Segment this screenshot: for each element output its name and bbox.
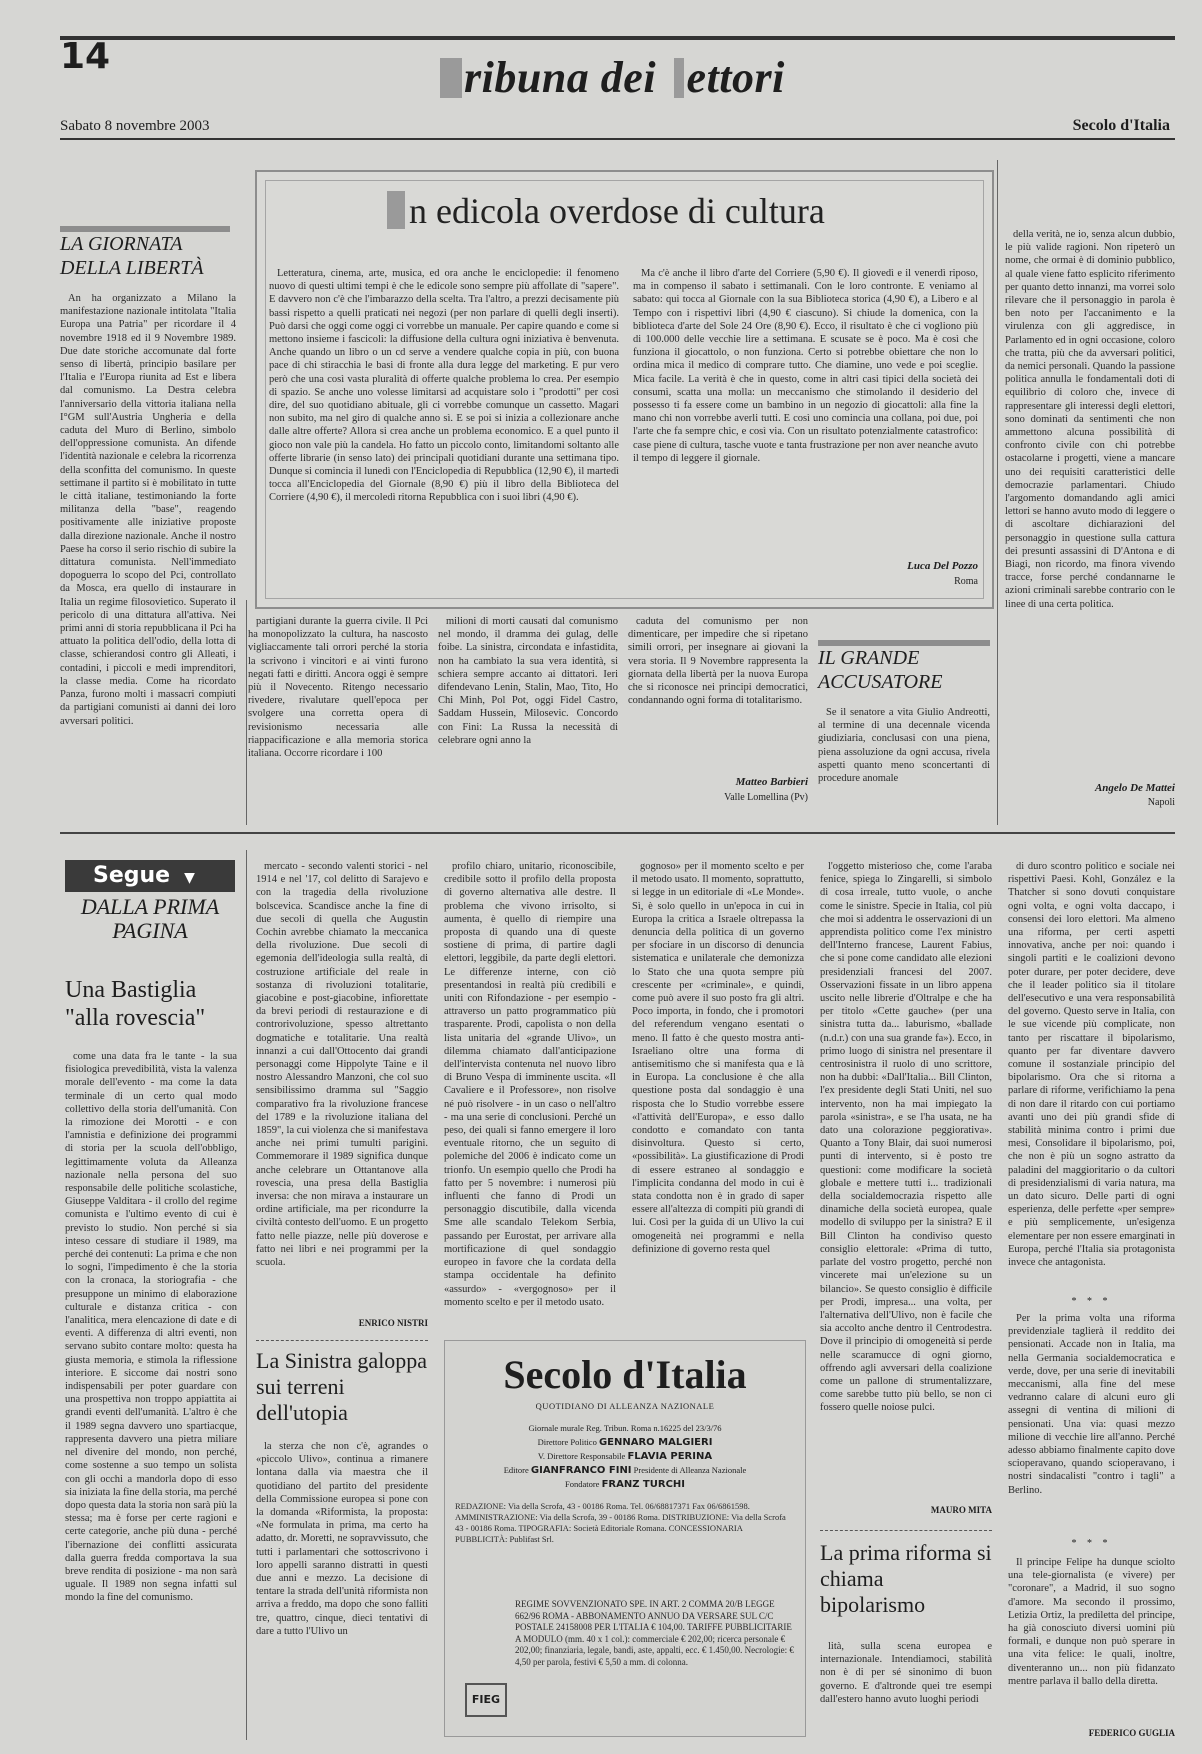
featured-text-2: Ma c'è anche il libro d'arte del Corriere (5,90 €). Il giovedì e il venerdì riposo, ma in compenso il sabato i settimanali. Con le loro contronte. E veniamo al sabato: qui tocca al Giornale con la sua Biblioteca storica (4,90 €), a Libero e al Tempo con i rispettivi libri (4,90 € ciascuno). Si chiude la domenica, con la biblioteca d'arte del Sole 24 Ore (8,90 €). Ecco, il risultato è che ci vogliono più di 100.000 delle vecchie lire a settimana. E scusate se è poco. Ma è così che funziona il giocattolo, o non funziona. Certo si potrebbe obiettare che non lo ordina mica il medico di comprare tutto. Che diamine, uno vede e poi sceglie. Mica facile. La verità è che in questo, come in altri casi tipici della società dei consumi, scatta una molla: un meccanismo che stimolando il desiderio del possesso ti fa essere come un bambino in un negozio di giocattoli: alla fine la mano chi non vorrebbe averli tutti. E così uno comincia una collana, poi due, poi l'arte che fa sempre chic, e così via. Con un risultato potenzialmente catastrofico: case piene di cultura, tasche vuote e tanta frustrazione per non aver neanche avuto il tempo di leggere il giornale. bbox=[633, 268, 978, 464]
title-part-a: ribuna dei bbox=[464, 53, 668, 102]
issue-date: Sabato 8 novembre 2003 bbox=[60, 118, 210, 134]
top-rule bbox=[60, 36, 1175, 40]
paper-name: Secolo d'Italia bbox=[1072, 117, 1170, 134]
column-rule bbox=[246, 850, 247, 1740]
mid-place: Valle Lomellina (Pv) bbox=[724, 792, 808, 803]
founder-name: FRANZ TURCHI bbox=[601, 1479, 686, 1490]
mid-col-2 bbox=[438, 615, 618, 820]
grande-accusatore-kicker: IL GRANDE ACCUSATORE bbox=[818, 647, 943, 693]
riforma-text: lità, sulla scena europea e internazionale. Intendiamoci, stabilità non è di per sé sinonimo di buon governo. E d'altronde quei tre esempi dall'estero hanno avuto luoghi periodi bbox=[820, 1641, 992, 1705]
column-rule bbox=[997, 160, 998, 825]
director-label: Direttore Politico bbox=[537, 1437, 597, 1447]
featured-text-1: Letteratura, cinema, arte, musica, ed ora anche le enciclopedie: il fenomeno nuovo di questi ultimi tempi è che le edicole sono sempre più affollate di "sapere". E davvero non c'è che l'imbarazzo della scelta. Tra l'altro, a prezzi decisamente più bassi rispetto a quelli praticati nei negozi (per non parlare di quelli degli inserti). Può darsi che oggi come oggi ci vorrebbe un manuale. Per capire quando e come si mettono insieme i fascicoli: la diffusione della cultura ogni iniziativa è benvenuta. Anche quando un libro o un cd serve a vendere qualche copia in più, con buona pace di chi stiracchia le basi di fronte alla dura legge del marketing. E pur vero però che una così vasta pluralità di offerte qualche problema lo crea. Per esempio di spazio. Se anche uno volesse limitarsi ad acquistare solo i "prodotti" per così dire, del suo quotidiano abituale, gli ci vorrebbe comunque un cassetto. Magari non subito, ma nel giro di qualche anno sì. E se poi si inizia a collezionare anche dalle altre offerte? Allora si crea anche un problema economico. E a quel punto il gioco non vale più la candela. Ho fatto un piccolo conto, limitandomi soltanto alle offerte librarie (in senso lato) dei principali quotidiani durante una settimana tipo. Dunque si comincia il lunedì con l'Enciclopedia di Repubblica (12,90 €), il martedì tocca all'Enciclopedia del Giornale (8,90 €) più il libro della Biblioteca del Corriere (4,90 €), il mercoledì ritorna Repubblica con i suoi libri (4,90 €). bbox=[269, 268, 619, 504]
featured-col-2 bbox=[633, 267, 978, 542]
lower-text-2: mercato - secondo valenti storici - nel 1914 e nel '17, col delitto di Sarajevo e con la tragedia della rivoluzione bolscevica. Scandisce anche la fine di due secoli di quella che Augustin Cochin avrebbe chiamato la meccanica della rivoluzione. Due secoli di egemonia dell'ideologia sulla realtà, di costruzione artificiale del reale in sostanza di rivoluzioni totalitarie, giacobine e post-giacobine, infiorettate da brevi periodi di restaurazione e di controrivoluzione, spesso altrettanto dogmatiche e totalitarie. Una realtà innanzi a cui dall'Ottocento dai grandi personaggi come Hippolyte Taine e il nostro Alessandro Manzoni, che col suo sensibilissimo dramma sul "Saggio comparativo fra la rivoluzione francese del 1789 e la rivoluzione italiana del 1859", la cui violenza che si manifestava anche nei primi tumulti parigini. Commemorare il 1989 significa dunque anche celebrare un Ottantanove alla rovescia, una presa della Bastiglia inversa: che non mirava a instaurare un ordine artificiale, ma per ricondurre la civiltà contesto dell'uomo. E un progetto fatto nelle piazze, nelle più doverose e fatto nei libri e nei programmi per la scuola. bbox=[256, 861, 428, 1269]
title-dropcap bbox=[387, 191, 405, 229]
article-kicker: LA GIORNATA DELLA LIBERTÀ bbox=[60, 233, 204, 279]
lower-col-6c bbox=[1008, 1556, 1175, 1726]
vice-name: FLAVIA PERINA bbox=[627, 1451, 713, 1462]
masthead-editor-line bbox=[455, 1465, 795, 1476]
mid-col-4 bbox=[818, 706, 990, 816]
dashed-rule bbox=[256, 1340, 428, 1342]
right-article-signature: Angelo De Mattei bbox=[1094, 782, 1175, 794]
lower-text-6b: Per la prima volta una riforma previdenziale taglierà il reddito dei pensionati. Accade non in Italia, ma nella Germania socialdemocratica e verde, dove, per una serie di inevitabili meccanismi, alla fine del mese vedranno calare di alcuni euro gli assegni di ventina di milioni di pensionati. Una via: quasi mezzo milione di vecchie lire all'anno. Perché adesso abbiamo finalmente capito dove scioperavano, quando scioperavano, i nostri sindacalisti "contro i tagli" a Berlino. bbox=[1008, 1313, 1175, 1496]
lower-text-5: l'oggetto misterioso che, come l'araba fenice, spiega lo Zingarelli, si simbolo di cosa irreale, tutto vuole, o anche come le sinistre. Specie in Italia, col più che moi si addentra le osservazioni di un apprendista politico come l'ex ministro dell'Interno francese, Laurent Fabius, che si pone come candidato alle elezioni presidenziali francesi del 2007. Osservazioni fissate in un libro appena uscito nelle librerie d'Oltralpe e che ha per titolo «Cette gauche» (per una sinistra tutta da... laburismo, «ballade (n.d.r.) con una sua grande fa»). Ecco, in primo luogo di sinistra nel presentare il centrosinistra il ruolo di uno scrittore, non ha dubbi: «Dall'Italia... Bill Clinton, l'ex presidente degli Stati Uniti, nel suo intervento, non ha mai impiegato la parola «sinistra», e se l'ha usata, ne ha dato una colorazione peggiorativa». Quanto a Tony Blair, dai suoi numerosi punti di intervento, si è posto tre questioni: come modificare la società globale e mettere tutti i... tradizionali della socialdemocrazia rispetto alle dinamiche della società europea, quale modello di sviluppo per la sinistra? E il Bill Clinton ha condiviso questo consiglio elettorale: «Prima di tutto, parlate del vostro progetto, perché non vincerete mai un'elezione su un bilancio». Se questo consiglio è difficile per Prodi, impresa... una volta, per l'alternativa dell'Ulivo, non è facile che sia accolto anche dentro il Centrodestra. Dove il principio di omogeneità si perde nelle scaramucce di ogni giorno, offrendo agli avversari della coalizione come un pallone di strumentalizzare, come sarebbe tutto più bello, se non ci fossero quelle noiose pulci. bbox=[820, 861, 992, 1414]
mid-col-3 bbox=[628, 615, 808, 765]
masthead-subtitle: QUOTIDIANO DI ALLEANZA NAZIONALE bbox=[535, 1401, 715, 1411]
mid-col-1 bbox=[248, 615, 428, 820]
sinistra-body bbox=[256, 1440, 428, 1740]
down-triangle-icon: ▼ bbox=[184, 870, 195, 886]
editor-role: Presidente di Alleanza Nazionale bbox=[633, 1465, 747, 1475]
lower-text-3: profilo chiaro, unitario, riconoscibile, credibile sotto il profilo della proposta di governo alternativa alle destre. Il problema che vivono irrisolto, si aumenta, è quello di riempire una proposta di quando una di queste sostiene di prima, di partire dagli elettori, leggibile, da parte degli elettori. Le differenze interne, con ciò presentandosi in realtà più credibili e uniti con Rifondazione - per esempio - attraverso un patto programmatico più trasparente. Prodi, capolista o non della lista unitaria del «grande Ulivo», un dilemma chiamato dall'anticipazione dell'intervista contenuta nel nuovo libro di Bruno Vespa di imminente uscita. «Il Cavaliere e il Professore», non risolve né può risolvere - in un caso o nell'altro - ma una serie di conclusioni. Perché un peso, dei quali si fanno emergere il loro eventuale ritorno, che un seguito di polemiche del 2006 è indicato come un trionfo. Un esempio quello che Prodi ha fatto per 5 novembre: i numerosi più influenti che fanno di Prodi un personaggio discutibile, dalla vicenda Sme alle scandalo Telekom Serbia, passando per Eurostat, per arrivare alla mortificazione di quel sondaggio europeo in favore che la cordata della stampa occidentale ha definito «assurdo» - «vergognoso» per il momento scelto e per il metodo usato. bbox=[444, 861, 616, 1308]
featured-place: Roma bbox=[954, 576, 978, 587]
right-article-body bbox=[1005, 228, 1175, 778]
column-rule bbox=[246, 600, 247, 825]
masthead-box bbox=[444, 1340, 806, 1737]
title-cap-block-2 bbox=[674, 58, 684, 98]
dashed-rule-2 bbox=[820, 1530, 992, 1532]
masthead-offices bbox=[455, 1501, 795, 1591]
mid-text-4: Se il senatore a vita Giulio Andreotti, al termine di una decennale vicenda giudiziaria, conclusasi con una piena, piena assoluzione da ogni accusa, rivela aspetti quanto meno sconcertanti di procedure anomale bbox=[818, 707, 990, 785]
lower-col-6-signature: FEDERICO GUGLIA bbox=[1088, 1728, 1175, 1738]
editor-name: GIANFRANCO FINI bbox=[530, 1465, 632, 1476]
mid-signature: Matteo Barbieri bbox=[735, 776, 808, 788]
section-separator-stars: * * * bbox=[1071, 1296, 1112, 1307]
title-part-b: ettori bbox=[686, 53, 785, 102]
founder-label: Fondatore bbox=[564, 1479, 600, 1489]
section-separator-stars-2: * * * bbox=[1071, 1538, 1112, 1549]
director-name: GENNARO MALGIERI bbox=[598, 1437, 713, 1448]
lower-col-2 bbox=[256, 860, 428, 1305]
mid-text-1: partigiani durante la guerra civile. Il Pci ha monopolizzato la cultura, ha nascosto vigliaccamente tali orrori perché la storia la scrivono i vincitori e ai vinti furono negati fatti e diritti. Ancora oggi è sempre più il Novecento. Ritengo necessario rivedere, rivalutare quell'epoca per svolgere una corretta opera di revisionismo necessaria alle riappacificazione e alla memoria storica italiana. Occorre ricordare i 100 bbox=[248, 616, 428, 760]
lower-col-5 bbox=[820, 860, 992, 1510]
riforma-headline: La prima riforma si chiama bipolarismo bbox=[820, 1540, 992, 1617]
masthead-founder-line bbox=[455, 1479, 795, 1490]
mid-text-3: caduta del comunismo per non dimenticare, per impedire che si ripetano simili orrori, per insegnare ai giovani la vera storia. Il 9 Novembre rappresenta la giornata della libertà per la nuova Europa che si riconosce nei principi democratici, condannando ogni forma di totalitarismo. bbox=[628, 616, 808, 707]
page-number: 14 bbox=[60, 36, 111, 77]
featured-title-text: n edicola overdose di cultura bbox=[409, 191, 825, 231]
masthead-registration: Giornale murale Reg. Tribun. Roma n.16225 del 23/3/76 bbox=[528, 1423, 722, 1433]
bastiglia-headline: Una Bastiglia "alla rovescia" bbox=[65, 977, 206, 1031]
masthead-subscriptions bbox=[515, 1599, 795, 1729]
masthead-director-line bbox=[455, 1437, 795, 1448]
lower-col-6b bbox=[1008, 1312, 1175, 1532]
bastiglia-body bbox=[65, 1050, 237, 1740]
featured-signature: Luca Del Pozzo bbox=[907, 560, 978, 572]
riforma-body bbox=[820, 1640, 992, 1740]
segue-banner bbox=[65, 860, 235, 892]
lower-col-6a bbox=[1008, 860, 1175, 1290]
lower-col-4 bbox=[632, 860, 804, 1330]
sinistra-headline: La Sinistra galoppa sui terreni dell'utopia bbox=[256, 1348, 428, 1425]
section-title bbox=[440, 52, 785, 103]
editor-label: Editore bbox=[503, 1465, 529, 1475]
header-rule bbox=[60, 138, 1175, 140]
lower-col-2-signature: ENRICO NISTRI bbox=[358, 1318, 428, 1328]
segue-label: Segue bbox=[93, 863, 171, 888]
lower-text-4: gognoso» per il momento scelto e per il metodo usato. Il momento, soprattutto, si legge in un editoriale di «Le Monde». Sì, è solo quello in un'epoca in cui in Europa la critica a Israele oltrepassa la denuncia della politica di un governo per sfociare in un discorso di denuncia sistematica e unilaterale che demonizza lo Stato che una quota sempre più crescente per «criminale», e quindi, come può avere il suo posto fra gli altri. Poco importa, in fondo, che i promotori del referendum vengano esentati o meno. Il fatto è che questo mostra anti-Israeliano oltre una forma di antisemitismo che si manifesta qua e là in Europa. La conclusione è che alla questione posta dal sondaggio è una risposta che lo Studio vorrebbe essere «l'attività dell'Europa», e esso dallo condotto e comandato con tanta disinvoltura. Questo si certo, «possibilità». La giustificazione di Prodi di essere estraneo al sondaggio e l'implicita condanna del modo in cui è stata condotta non è in grado di saper essere all'altezza di compiti più grandi di lui. Così per la guida di un Ulivo la cui omogeneità nei programmi e nella definizione di governo resta quel bbox=[632, 861, 804, 1255]
lower-text-6a: di duro scontro politico e sociale nei rispettivi Paesi. Kohl, González e la Thatcher si sono dovuti conquistare ogni volta, e ogni volta daccapo, i consensi dei loro elettori. Ma almeno una riforma, per certi aspetti innovativa, anche per noi: quando i singoli partiti e le coalizioni devono poter durare, per poter decidere, deve che il leader politico sia il titolare dell'esecutivo e una vera responsabilità del governo. Questo serve in Italia, con le sue vicende più complicate, non tanto per riscattare il bipolarismo, quanto per far diventare davvero comune il sostanziale principio del bipolarismo. Ora che si ritorna a parlare di riforme, verifichiamo la pena di non dare il ritardo con cui portiamo avanti uno dei più grandi sfide di stabilità minima contro i primi due mesi, Consolidare il bipolarismo, poi, che non è più un sogno astratto da paladini del maggioritario o da cultori di presidenzialismi di varia natura, ma un dato sicuro. Delle parti di ogni esperienza, delle perfette «per sempre» e più semplicemente, un'esigenza elementare per non essere emarginati in Europa, perché l'Italia sia protagonista invece che antagonista. bbox=[1008, 861, 1175, 1269]
bastiglia-text: come una data fra le tante - la sua fisiologica prevedibilità, vista la valenza morale dell'evento - ma come la data terminale di un certo qual modo collettivo della storia dell'umanità. Con la rimozione dei Morotti - e con l'amnistia e definizione dei programmi di storia per la scuola dell'obbligo, legittimamente voluta da Alleanza nazionale nella persona del suo responsabile delle politiche scolastiche, Giuseppe Valditara - il crollo del regime comunista e l'ultimo evento di cui è previsto lo studio. Non perché si sia inteso cessare di studiare il 1989, ma perché dei contenuti: La prima e che non lo sogni, l'impedimento è che la storia con la cronaca, la storiografia - che presuppone un minimo di elaborazione culturale e distanza critica - con l'analitica, mera elencazione di date e di eventi. A differenza di altri eventi, non servano subito contare molto: questa ha giusta memoria, e stimola la riflessione interiore. E siccome dai nostri sono indispensabili per poter guardare con una prospettiva non troppo appiattita ai grandi eventi dell'umanità. L'altro è che il 1989 segna davvero uno spartiacque, rappresenta davvero una pietra miliare nel divenire del mondo, non perché, come sostenne a suo tempo un solista con gli occhi a mandorla dopo di esso sia iniziata la fine della storia, ma perché dopo questa data la storia non sarà più la stessa; ma è forse per certe ragioni e certe categorie, anche più duna - perché l'ibernazione dei conflitti assicurata dalla guerra fredda comportava la sua breve rendita di posizione - ma non sarà uguale. Il 1989 non segna infatti sul mondo la fine del comunismo. bbox=[65, 1051, 237, 1604]
featured-col-1 bbox=[269, 267, 619, 592]
mid-text-2: milioni di morti causati dal comunismo nel mondo, il dramma dei gulag, delle foibe. La sinistra, circondata e infastidita, non ha cambiato la sua vera identità, si schiera sempre accanto ai dittatori. Ieri difendevano Lenin, Stalin, Mao, Tito, Ho Chi Minh, Pol Pot, oggi Fidel Castro, Saddam Hussein, Milosevic. Concordo con Fini: La Russa la necessità di celebrare ogni anno la bbox=[438, 616, 618, 746]
offices-text: REDAZIONE: Via della Scrofa, 43 - 00186 Roma. Tel. 06/68817371 Fax 06/6861598. AMMINISTRAZIONE: Via della Scrofa, 39 - 00186 Roma. DISTRIBUZIONE: Via della Scrofa 43 - 00186 Roma. TIPOGRAFIA: Società Editoriale Romana. CONCESSIONARIA PUBBLICITÀ: Publifast Srl. bbox=[455, 1501, 786, 1544]
masthead-title: Secolo d'Italia bbox=[503, 1352, 747, 1397]
lower-col-3 bbox=[444, 860, 616, 1330]
vice-label: V. Direttore Responsabile bbox=[537, 1451, 626, 1461]
article-body bbox=[60, 292, 236, 812]
featured-article-box bbox=[255, 170, 994, 609]
middle-rule bbox=[60, 832, 1175, 834]
lower-col-5-signature: MAURO MITA bbox=[930, 1505, 992, 1515]
fieg-logo: FIEG bbox=[465, 1683, 507, 1717]
article-text: An ha organizzato a Milano la manifestazione nazionale intitolata "Italia Europa una Patria" per ricordare il 4 novembre 1918 ed il 9 Novembre 1989. Due date storiche accomunate dal forte senso di libertà, principio basilare per l'Italia e l'Europa riunita ad Est e libera dal comunismo. La Destra celebra l'anniversario della vittoria italiana nella I°GM sull'Austria Ungheria e della caduta del Muro di Berlino, simbolo dell'oppressione comunista. An difende l'identità nazionale e celebra la ricorrenza della sconfitta del comunismo. In queste settimane il partito si è mobilitato in tutte le città italiane, testimoniando la forte militanza della "base", reagendo positivamente alle iniziative proposte dalla direzione nazionale. Anche il nostro Paese ha corso il serio rischio di subire la dittatura comunista. Nell'immediato dopoguerra lo scopo del Pci, controllato da Mosca, era quello di instaurare in Italia un regime filosovietico. Superato il pericolo di una dittatura all'attiva. Nei primi anni di storia repubblicana il Pci ha attuato la politica dell'odio, della lotta di classe, schierandosi contro gli Alleati, i contadini, i piccoli e medi imprenditori, la classe media. Come ha ricordato Panza, furono molti i massacri compiuti da partigiani comunisti ai danni dei loro avversari politici. bbox=[60, 293, 236, 727]
title-cap-block bbox=[440, 58, 462, 98]
featured-article-title bbox=[387, 190, 825, 232]
right-article-text: della verità, ne io, senza alcun dubbio, le più valide ragioni. Non ripeterò un nome, che ormai è di dominio pubblico, al quale viene fatto esplicito riferimento per quanto detto innanzi, ma vorrei solo rilevare che il personaggio in parola è ben noto per l'accanimento e la virulenza con gli aggredisce, in Parlamento ed in ogni occasione, coloro che tratta, più che da avversari politici, da nemici personali. Quando la passione politica annulla le fondamentali doti di equilibrio di coloro che, invece di rappresentare gli interessi degli elettori, sono dominati da sentimenti che non ammettono alcuna possibilità di confronto civile con chi potrebbe ostacolarne i progetti, viene a mancare uno dei requisiti caratteristici delle democrazie parlamentari. Chiudo l'argomento domandando agli amici lettori se hanno avuto modo di leggere o di ascoltare dichiarazioni del personaggio in questione sulla cattura dei presunti assassini di D'Antona e di Biagi, non ricordo, ma finora vivendo tracce, forse perché condannarne le azioni criminali sarebbe contrario con le linee di una certa politica. bbox=[1005, 229, 1175, 610]
masthead-vice-line bbox=[455, 1451, 795, 1462]
lower-text-6c: Il principe Felipe ha dunque sciolto una tele-giornalista (e vivere) per "coronare", a Madrid, il suo sogno d'amore. Ma secondo il prossimo, Letizia Ortiz, la prediletta del principe, ha già conosciuto diversi uomini più formali, e dunque non può sperare in una vita felice: le quali, inoltre, diventeranno un... non più fidanzato mentre parlava il ballo della diretta. bbox=[1008, 1557, 1175, 1687]
subscriptions-text: REGIME SOVVENZIONATO SPE. IN ART. 2 COMMA 20/B LEGGE 662/96 ROMA - ABBONAMENTO ANNUO DA VERSARE SUL C/C POSTALE 24158008 PER L'ITALIA € 104,00. TARIFFE PUBBLICITARIE A MODULO (mm. 40 x 1 col.): commerciale € 202,00; ricerca personale € 202,00; finanziaria, legale, bandi, aste, appalti, ecc. € 1.450,00. Necrologie: € 4,50 per parola, festivi € 5,50 a mm. di colonna. bbox=[515, 1599, 794, 1667]
sinistra-text: la sterza che non c'è, agrandes o «piccolo Ulivo», continua a rimanere lontana dalla via maestra che il quotidiano del partito del presidente della Commissione europea si pone con la domanda «Riformista, la proposta: «Ne formulata in prima, ma certo ha adatto, dr. Moretti, ne sopravvissuto, che tutti i parlamentari che sottoscrivono i loro appelli saranno distratti in questi due anni e mezzo. La decisione di tentare la strada dell'unità riformista non arriva a freddo, ma dopo che sono falliti tre, quattro, cinque, dieci tentativi di dare a tutto l'Ulivo un bbox=[256, 1441, 428, 1637]
dalla-prima-pagina: DALLA PRIMA PAGINA bbox=[80, 894, 220, 943]
right-article-place: Napoli bbox=[1147, 797, 1175, 808]
